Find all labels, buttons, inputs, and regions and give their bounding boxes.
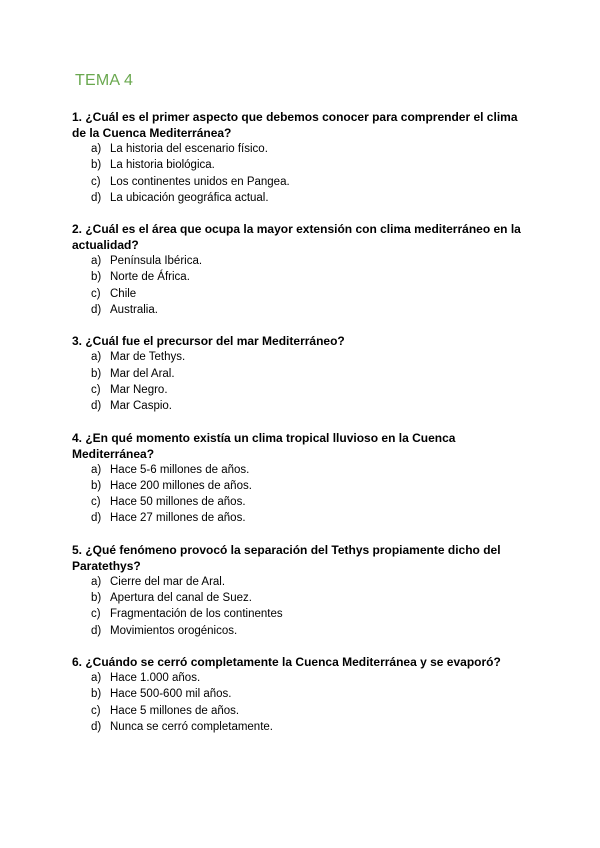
question-6 — [72, 654, 532, 735]
option-item — [72, 174, 532, 190]
option-item — [72, 253, 532, 269]
option-text: Los continentes unidos en Pangea. — [110, 175, 290, 188]
option-text: Mar de Tethys. — [110, 351, 186, 364]
option-list — [72, 253, 532, 318]
option-item — [72, 157, 532, 173]
option-letter: a) — [91, 575, 102, 588]
option-list — [72, 574, 532, 639]
page-title: TEMA 4 — [75, 72, 134, 89]
option-letter: d) — [91, 400, 102, 413]
option-text: Hace 200 millones de años. — [110, 479, 252, 492]
option-letter: c) — [91, 496, 101, 509]
option-item — [72, 366, 532, 382]
option-text: Península Ibérica. — [110, 255, 203, 268]
option-letter: d) — [91, 512, 102, 525]
option-letter: d) — [91, 624, 102, 637]
option-letter: d) — [91, 720, 102, 733]
question-text: 6. ¿Cuándo se cerró completamente la Cuenca Mediterránea y se evaporó? — [72, 654, 501, 669]
option-item — [72, 382, 532, 398]
option-item — [72, 670, 532, 686]
option-text: La historia biológica. — [110, 159, 215, 172]
option-letter: c) — [91, 287, 101, 300]
option-letter: c) — [91, 175, 101, 188]
option-letter: c) — [91, 383, 101, 396]
option-text: Cierre del mar de Aral. — [110, 575, 226, 588]
option-list — [72, 670, 532, 735]
option-text: Mar Negro. — [110, 383, 168, 396]
option-text: Mar del Aral. — [110, 367, 175, 380]
option-text: Chile — [110, 287, 137, 300]
option-text: Movimientos orogénicos. — [110, 624, 238, 637]
option-letter: a) — [91, 463, 102, 476]
question-1 — [72, 109, 532, 206]
option-text: Mar Caspio. — [110, 400, 172, 413]
option-list — [72, 141, 532, 206]
option-item — [72, 623, 532, 639]
option-letter: d) — [91, 191, 102, 204]
option-item — [72, 462, 532, 478]
question-text: 3. ¿Cuál fue el precursor del mar Mediterráneo? — [72, 334, 345, 349]
option-item — [72, 286, 532, 302]
option-text: Nunca se cerró completamente. — [110, 720, 273, 733]
option-letter: b) — [91, 688, 102, 701]
option-letter: b) — [91, 479, 102, 492]
option-letter: b) — [91, 159, 102, 172]
option-letter: b) — [91, 271, 102, 284]
option-text: Australia. — [110, 304, 158, 317]
question-2 — [72, 221, 532, 318]
question-text: 1. ¿Cuál es el primer aspecto que debemos conocer para comprender el clima de la Cuenca Mediterránea? — [72, 110, 518, 140]
option-text: Fragmentación de los continentes — [110, 608, 283, 621]
option-letter: a) — [91, 255, 102, 268]
option-item — [72, 606, 532, 622]
option-item — [72, 686, 532, 702]
option-letter: c) — [91, 608, 101, 621]
question-list — [72, 109, 532, 750]
option-item — [72, 574, 532, 590]
question-5 — [72, 542, 532, 639]
option-item — [72, 398, 532, 414]
option-text: Hace 500-600 mil años. — [110, 688, 232, 701]
option-item — [72, 349, 532, 365]
option-letter: a) — [91, 351, 102, 364]
option-letter: a) — [91, 671, 102, 684]
option-text: Hace 5 millones de años. — [110, 704, 240, 717]
option-letter: b) — [91, 592, 102, 605]
option-item — [72, 478, 532, 494]
option-letter: d) — [91, 304, 102, 317]
question-3 — [72, 333, 532, 414]
option-list — [72, 349, 532, 414]
option-text: Hace 27 millones de años. — [110, 512, 246, 525]
option-text: Hace 50 millones de años. — [110, 496, 246, 509]
option-letter: c) — [91, 704, 101, 717]
option-item — [72, 703, 532, 719]
option-text: Hace 1.000 años. — [110, 671, 201, 684]
option-item — [72, 190, 532, 206]
option-text: Hace 5-6 millones de años. — [110, 463, 250, 476]
option-text: La ubicación geográfica actual. — [110, 191, 269, 204]
option-letter: b) — [91, 367, 102, 380]
option-item — [72, 719, 532, 735]
question-4 — [72, 430, 532, 527]
option-item — [72, 590, 532, 606]
option-item — [72, 141, 532, 157]
question-text: 2. ¿Cuál es el área que ocupa la mayor extensión con clima mediterráneo en la actualidad? — [72, 222, 521, 253]
option-text: Apertura del canal de Suez. — [110, 592, 252, 605]
option-text: Norte de África. — [110, 271, 190, 284]
option-item — [72, 510, 532, 526]
option-item — [72, 269, 532, 285]
option-item — [72, 302, 532, 318]
option-list — [72, 462, 532, 527]
option-text: La historia del escenario físico. — [110, 143, 268, 155]
question-text: 5. ¿Qué fenómeno provocó la separación del Tethys propiamente dicho del Paratethys? — [72, 542, 501, 573]
option-letter: a) — [91, 143, 102, 155]
question-text: 4. ¿En qué momento existía un clima tropical lluvioso en la Cuenca Mediterránea? — [72, 430, 456, 461]
option-item — [72, 494, 532, 510]
